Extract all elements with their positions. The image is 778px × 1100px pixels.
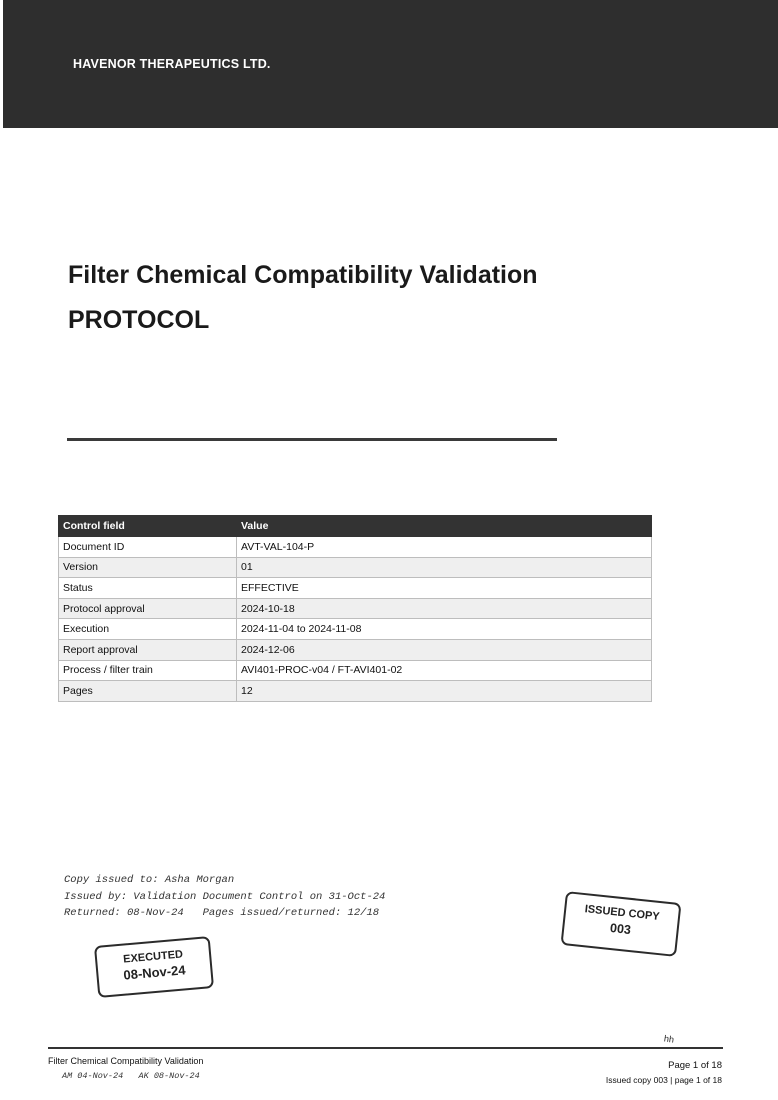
issue-info	[64, 872, 385, 922]
column-header: Control field	[59, 516, 237, 537]
field-cell: Status	[59, 578, 237, 599]
value-cell: 2024-11-04 to 2024-11-08	[237, 619, 652, 640]
document-subtitle: PROTOCOL	[68, 306, 210, 334]
issued-to-line: Copy issued to: Asha Morgan	[64, 874, 235, 886]
footer-page-number: Page 1 of 18	[668, 1060, 722, 1071]
table-row	[59, 598, 652, 619]
table-row	[59, 619, 652, 640]
table-row	[59, 639, 652, 660]
document-title: Filter Chemical Compatibility Validation	[68, 261, 538, 289]
table-row	[59, 537, 652, 558]
company-name: HAVENOR THERAPEUTICS LTD.	[73, 57, 271, 71]
field-cell: Pages	[59, 681, 237, 702]
value-cell: 2024-10-18	[237, 598, 652, 619]
field-cell: Execution	[59, 619, 237, 640]
value-cell: AVI401-PROC-v04 / FT-AVI401-02	[237, 660, 652, 681]
footer-initials: AM 04-Nov-24 AK 08-Nov-24	[62, 1071, 200, 1081]
issued-by-line: Issued by: Validation Document Control on 31-Oct-24	[64, 890, 386, 903]
field-cell: Version	[59, 557, 237, 578]
field-cell: Protocol approval	[59, 598, 237, 619]
footer-doc-title: Filter Chemical Compatibility Validation	[48, 1056, 204, 1066]
handwritten-initials: hh	[663, 1033, 675, 1045]
table-row	[59, 681, 652, 702]
issued-copy-stamp-label: ISSUED COPY	[584, 903, 661, 923]
table-row	[59, 660, 652, 681]
field-cell: Report approval	[59, 639, 237, 660]
field-cell: Process / filter train	[59, 660, 237, 681]
value-cell: 12	[237, 681, 652, 702]
column-header: Value	[237, 516, 652, 537]
value-cell: AVT-VAL-104-P	[237, 537, 652, 558]
executed-stamp	[94, 936, 214, 998]
footer-copy-info: Issued copy 003 | page 1 of 18	[605, 1075, 722, 1085]
executed-stamp-label: EXECUTED	[122, 948, 184, 966]
value-cell: 2024-12-06	[237, 639, 652, 660]
control-table	[58, 515, 652, 702]
issued-copy-stamp-number: 003	[609, 920, 632, 938]
returned-line: Returned: 08-Nov-24 Pages issued/returned: 12/18	[64, 907, 380, 919]
header-band	[3, 0, 778, 128]
title-divider	[67, 438, 557, 441]
footer-divider	[48, 1047, 723, 1049]
field-cell: Document ID	[59, 537, 237, 558]
value-cell: 01	[237, 557, 652, 578]
issued-copy-stamp	[560, 891, 681, 957]
table-row	[59, 557, 652, 578]
executed-stamp-date: 08-Nov-24	[122, 962, 187, 983]
value-cell: EFFECTIVE	[237, 578, 652, 599]
table-header-row	[59, 516, 652, 537]
table-row	[59, 578, 652, 599]
